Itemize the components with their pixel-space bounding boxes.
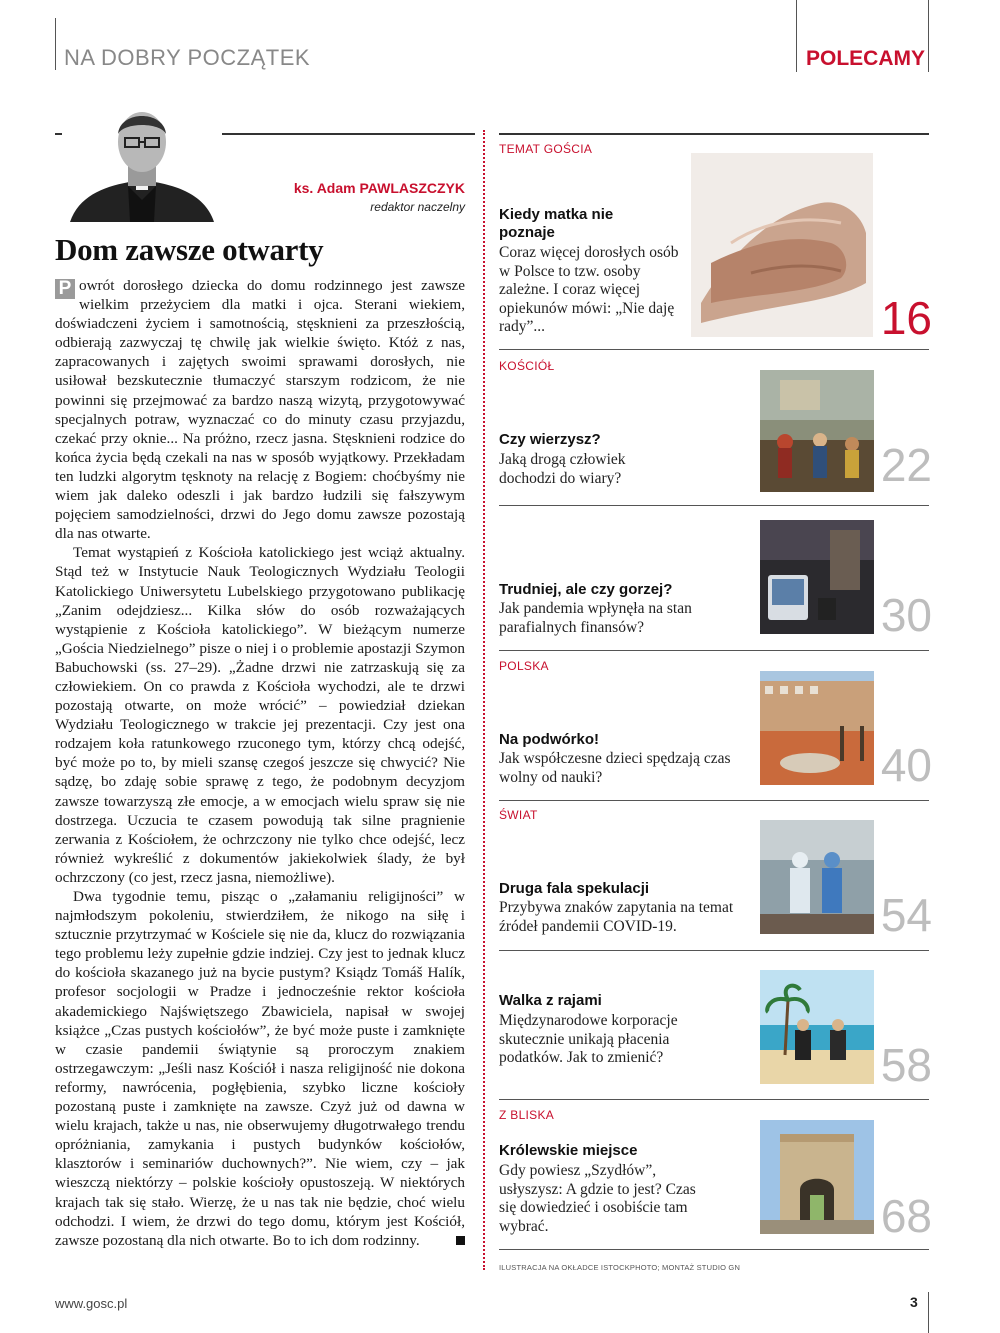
item-title[interactable]: Kiedy matka nie poznaje: [499, 206, 614, 241]
polecamy-top-rule: [499, 133, 929, 135]
author-prefix: ks. Adam: [293, 180, 356, 196]
column-divider: [483, 130, 485, 1270]
author-surname: PAWLASZCZYK: [359, 180, 465, 196]
item-title[interactable]: Druga fala spekulacji: [499, 880, 650, 897]
header-rule-left: [55, 18, 56, 70]
section-header: NA DOBRY POCZĄTEK: [64, 45, 311, 70]
author-role: redaktor naczelny: [370, 200, 465, 214]
item-title[interactable]: Trudniej, ale czy gorzej?: [499, 581, 673, 598]
drop-cap: P: [55, 279, 75, 299]
page-number[interactable]: 30: [880, 589, 932, 641]
item-rule: [499, 950, 929, 951]
item-description: Przybywa znaków zapytania na temat źródeł pandemii COVID-19.: [499, 899, 734, 935]
item-rule: [499, 1099, 929, 1100]
page-number[interactable]: 22: [880, 439, 932, 491]
article-paragraph: [55, 276, 465, 543]
section-label-swiat: ŚWIAT: [499, 808, 538, 822]
item-title[interactable]: Czy wierzysz?: [499, 431, 601, 448]
item-description: Międzynarodowe korporacje skutecznie unikają płacenia podatków. Jak to zmienić?: [499, 1012, 678, 1067]
item-description: Jak pandemia wpłynęła na stan parafialnych finansów?: [499, 600, 692, 636]
section-label-kosciol: KOŚCIÓŁ: [499, 359, 555, 373]
item-rule: [499, 1249, 929, 1250]
item-description: Gdy powiesz „Szydłów”, usłyszysz: A gdzie to jest? Czas się dowiedzieć i osobiście tam wybrać.: [499, 1162, 696, 1235]
thumb-painting: [760, 370, 874, 492]
paragraph-text: Dwa tygodnie temu, pisząc o „załamaniu religijności” w najmłodszym pokoleniu, stwierdziłem, że nikogo na siłę i sztucznie przytrzymać w Kościele się nie da, klucz do rozwiązania tego problemu leży zupełnie gdzie indziej. Czy jest to jednak klucz do kościoła skazanego już na bycie pustym? Ksiądz Tomáš Halík, profesor socjologii w Pradze i jednocześnie rektor kościoła akademickiego Najświętszego Zbawiciela, napisał w swojej książce „Czas pustych kościołów”, że być może puste i zamknięte w czasie pandemii świątynie są proroczym znakiem ostrzegawczym: „Jeśli nasz Kościół i nasza religijność nie dokona reformy, nawrócenia, pogłębienia, szybko liczne kościoły pozostaną puste i zamknięte na zawsze. Czyż już od dawna w wielu krajach, także u nas, nie obserwujemy długotrwałego trendu opróżniania, zamykania i pustych budynków kościołów, klasztorów i seminariów duchownych?”. Nie wiem, czy – jak wieszczą niektórzy – polskie kościoły opustoszeją. W niektórych krajach tak się stało. Wierzę, że u nas tak nie będzie, choć wielu odchodzi. I wiem, że drzwi do tego domu, którym jest Kościół, zawsze pozostaną dla nich otwarte. Bo to ich dom rodzinny.: [55, 888, 465, 1249]
author-portrait: [62, 100, 222, 222]
page-number[interactable]: 54: [880, 889, 932, 941]
article-title: Dom zawsze otwarty: [55, 232, 324, 267]
item-description: Coraz więcej dorosłych osób w Polsce to tzw. osoby zależne. I coraz więcej opiekunów mówi: „Nie daję rady”...: [499, 244, 679, 336]
header-rule-right-b: [928, 0, 929, 72]
thumb-hands: [691, 153, 873, 337]
article-paragraph: [55, 887, 465, 1250]
thumb-gate: [760, 1120, 874, 1234]
footer-url-link[interactable]: www.gosc.pl: [55, 1296, 128, 1311]
section-label-polska: POLSKA: [499, 659, 549, 673]
end-square-icon: [456, 1236, 465, 1245]
article-paragraph: Temat wystąpień z Kościoła katolickiego jest wciąż aktualny. Stąd też w Instytucie Nauk Teologicznych Wydziału Teologii Katolickiego Uniwersytetu Lubelskiego przygotowano publikację „Zanim odejdziesz... Kilka słów do osób rozważających wystąpienie z Kościoła katolickiego”. W bieżącym numerze „Gościa Niedzielnego” pisze o niej i o problemie apostazji Szymon Babuchowski (ss. 27–29). „Żadne drzwi nie zatrzaskują się za człowiekiem. On co prawda z Kościoła wychodzi, ale te drzwi pozostają otwarte, on może wrócić” – powiedział dziekan Wydziału Teologicznego w trakcie jej prezentacji. Czy jest ona rodzajem koła ratunkowego rzuconego tym, którzy chcą odejść, być może po to, by mieli szansę czegoś jeszcze się chwycić? Nie sądzę, bo zdaję sobie sprawę z tego, że podobnym decyzjom zawsze towarzyszą złe emocje, a w emocjach wielu spraw się nie dostrzega. Uczucia te czasem powodują tak silne pragnienie zerwania z Kościołem, że ochrzczony nie tylko chce odejść, lecz również wykreślić z dokumentów jakiekolwiek ślady, że był ochrzczony (co jest, rzecz jasna, niemożliwe).: [55, 544, 465, 886]
footer-page-number: 3: [910, 1294, 918, 1310]
page-number[interactable]: 16: [880, 292, 932, 344]
page-number[interactable]: 58: [880, 1039, 932, 1091]
section-label-z-bliska: Z BLISKA: [499, 1108, 555, 1122]
item-description: Jaką drogą człowiek dochodzi do wiary?: [499, 451, 626, 487]
item-description: Jak współczesne dzieci spędzają czas wolny od nauki?: [499, 750, 731, 786]
polecamy-header: POLECAMY: [806, 47, 926, 70]
image-credit: ILUSTRACJA NA OKŁADCE ISTOCKPHOTO; MONTAŻ STUDIO GN: [499, 1263, 741, 1272]
item-rule: [499, 650, 929, 651]
article-body: [55, 276, 465, 1250]
section-label-temat-goscia: TEMAT GOŚCIA: [499, 142, 593, 156]
item-rule: [499, 505, 929, 506]
item-title[interactable]: Na podwórko!: [499, 731, 599, 748]
thumb-playground: [760, 671, 874, 785]
author-name: [294, 180, 465, 196]
thumb-payment-terminal: [760, 520, 874, 634]
header-rule-right-a: [796, 0, 797, 72]
footer-rule: [928, 1292, 929, 1333]
item-title[interactable]: Królewskie miejsce: [499, 1142, 638, 1159]
page-number[interactable]: 68: [880, 1190, 932, 1242]
paragraph-text: owrót dorosłego dziecka do domu rodzinnego jest zawsze wielkim przeżyciem dla matki i ojca. Sterani wiekiem, doświadczeni życiem i samotnością, stęsknieni za przeszłością, odbierają zazwyczaj tę chwilę jak wielkie święto. Któż z nas, zapracowanych i zajętych swoimi sprawami dorosłych, nie usiłował bezskutecznie tłumaczyć starszym rodzicom, że nie powinni się przejmować za bardzo naszą wizytą, przygotowywać specjalnych potraw, wyznaczać co do minuty czasu przyjazdu, czekać przy oknie... Na próżno, rzecz jasna. Stęsknieni rodzice do końca życia będą czekali na nas w sposób wyjątkowy. Przekładam ten ludzki algorytm tęsknoty na relację z Bogiem: choćbyśmy nie wiem jak daleko odeszli i jak bardzo łudzili się fałszywym pojęciem samodzielności, drzwi do Jego domu zawsze pozostają dla nas otwarte.: [55, 277, 465, 543]
item-rule: [499, 349, 929, 350]
thumb-lab: [760, 820, 874, 934]
page-number[interactable]: 40: [880, 739, 932, 791]
thumb-beach-protest: [760, 970, 874, 1084]
item-rule: [499, 800, 929, 801]
item-title[interactable]: Walka z rajami: [499, 992, 602, 1009]
